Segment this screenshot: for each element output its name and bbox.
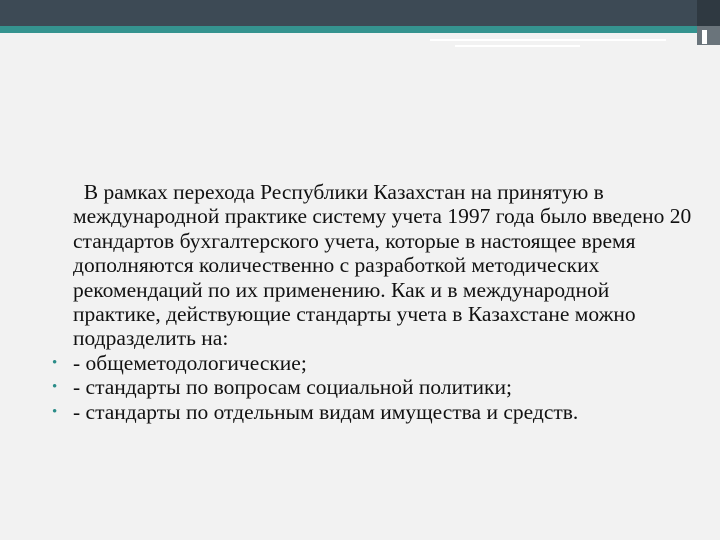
list-item bbox=[52, 375, 702, 399]
bullet-icon: • bbox=[52, 354, 58, 371]
decor-line bbox=[430, 39, 666, 41]
bullet-icon: • bbox=[52, 379, 58, 396]
corner-dark-block bbox=[697, 0, 720, 26]
intro-paragraph bbox=[52, 180, 702, 351]
list-item-text: - общеметодологические; bbox=[73, 350, 307, 375]
list-item-text: - стандарты по отдельным видам имущества и средств. bbox=[73, 399, 579, 424]
list-item-text: - стандарты по вопросам социальной политики; bbox=[73, 375, 512, 400]
list-item bbox=[52, 351, 702, 375]
decor-line bbox=[455, 45, 580, 47]
list-item bbox=[52, 400, 702, 424]
accent-line bbox=[0, 26, 700, 33]
bullet-icon: • bbox=[52, 403, 58, 420]
intro-text: В рамках перехода Республики Казахстан на принятую в международной практике систему учета 1997 года было введено 20 стандартов бухгалтерского учета, которые в настоящее время дополняются количественно с разработкой методических рекомендаций по их применению. Как и в международной практике, действующие стандарты учета в Казахстане можно подразделить на: bbox=[73, 180, 697, 351]
corner-pin bbox=[702, 30, 707, 44]
slide-body bbox=[52, 180, 702, 424]
corner-grey-block bbox=[697, 26, 720, 45]
header-band bbox=[0, 0, 720, 26]
